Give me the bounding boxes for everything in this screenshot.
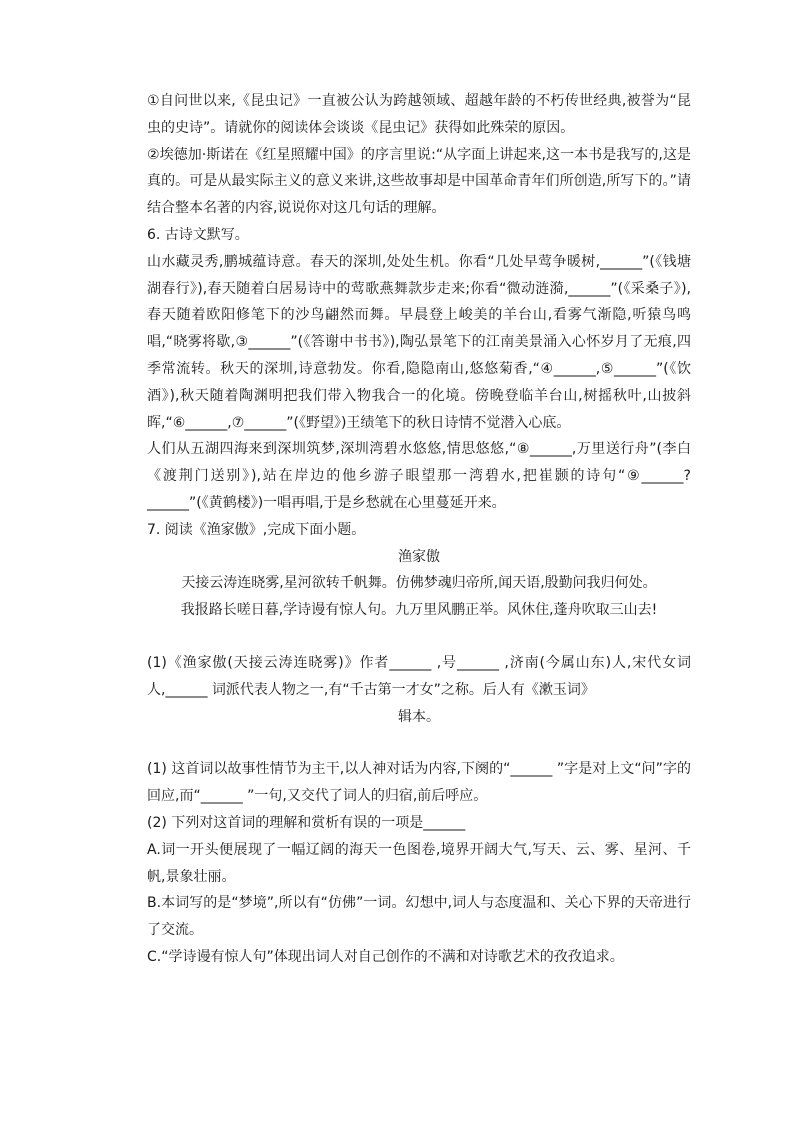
q6-para2: 人们从五湖四海来到深圳筑梦,深圳湾碧水悠悠,情思悠悠,“⑧______,万里送行舟”(李白《渡荆门送别》),站在岸边的他乡游子眼望那一湾碧水,把崔颢的诗句“⑨______?______”(《黄鹤楼》)一唱再唱,于是乡愁就在心里蔓延开来。 [147,441,691,511]
option-c: C.“学诗谩有惊人句”体现出词人对自己创作的不满和对诗歌艺术的孜孜追求。 [147,948,624,965]
document-page [147,88,691,971]
q5-part2: ②埃德加·斯诺在《红星照耀中国》的序言里说:“从字面上讲起来,这一本书是我写的,这是真的。可是从最实际主义的意义来讲,这些故事却是中国革命青年们所创造,所写下的。”请结合整本名著的内容,说说你对这几句话的理解。 [147,146,691,217]
q5-part1: ①自问世以来,《昆虫记》一直被公认为跨越领域、超越年龄的不朽传世经典,被誉为“昆虫的史诗”。请就你的阅读体会谈谈《昆虫记》获得如此殊荣的原因。 [147,93,691,136]
q7-sub2: (1) 这首词以故事性情节为主干,以人神对话为内容,下阕的“______ ”字是对上文“问”字的回应,而“______ ”一句,又交代了词人的归宿,前后呼应。 [147,761,691,805]
spacer [147,624,691,650]
spacer [147,730,691,756]
q6-para1: 山水藏灵秀,鹏城蕴诗意。春天的深圳,处处生机。你看“几处早莺争暖树,______”(《钱塘湖春行》),春天随着白居易诗中的莺歌燕舞款步走来;你看“微动涟漪,______”(《采桑子》),春天随着欧阳修笔下的沙鸟翩然而舞。早晨登上峻美的羊台山,看雾气渐隐,听猿鸟鸣唱,“晓雾将歇,③______”(《答谢中书书》),陶弘景笔下的江南美景涌入心怀岁月了无痕,四季常流转。秋天的深圳,诗意勃发。你看,隐隐南山,悠悠菊香,“④______,⑤______”(《饮酒》),秋天随着陶渊明把我们带入物我合一的化境。傍晚登临羊台山,树摇秋叶,山披斜晖,“⑥______,⑦______”(《野望》)王绩笔下的秋日诗情不觉潜入心底。 [147,253,691,431]
q7-title: 7. 阅读《渔家傲》,完成下面小题。 [147,521,366,538]
option-a: A.词一开头便展现了一幅辽阔的海天一色图卷,境界开阔大气,写天、云、雾、星河、千帆,景象壮丽。 [147,841,691,885]
q7-sub1-a: (1)《渔家傲(天接云涛连晓雾)》作者______ ,号______ ,济南(今属山东)人,宋代女词人,______ 词派代表人物之一,有“千古第一才女”之称。后人有《漱玉词》 [147,654,691,698]
poem-line-1: 天接云涛连晓雾,星河欲转千帆舞。仿佛梦魂归帝所,闻天语,殷勤问我归何处。 [181,575,657,592]
q7-sub3: (2) 下列对这首词的理解和赏析有误的一项是______ [147,814,466,831]
poem-line-2: 我报路长嗟日暮,学诗谩有惊人句。九万里风鹏正举。风休住,蓬舟吹取三山去! [180,602,658,619]
q7-sub1-b: 辑本。 [398,708,440,725]
q6-title: 6. 古诗文默写。 [147,226,249,243]
option-b: B.本词写的是“梦境”,所以有“仿佛”一词。幻想中,词人与态度温和、关心下界的天帝进行了交流。 [147,895,691,939]
poem-title: 渔家傲 [398,548,440,565]
